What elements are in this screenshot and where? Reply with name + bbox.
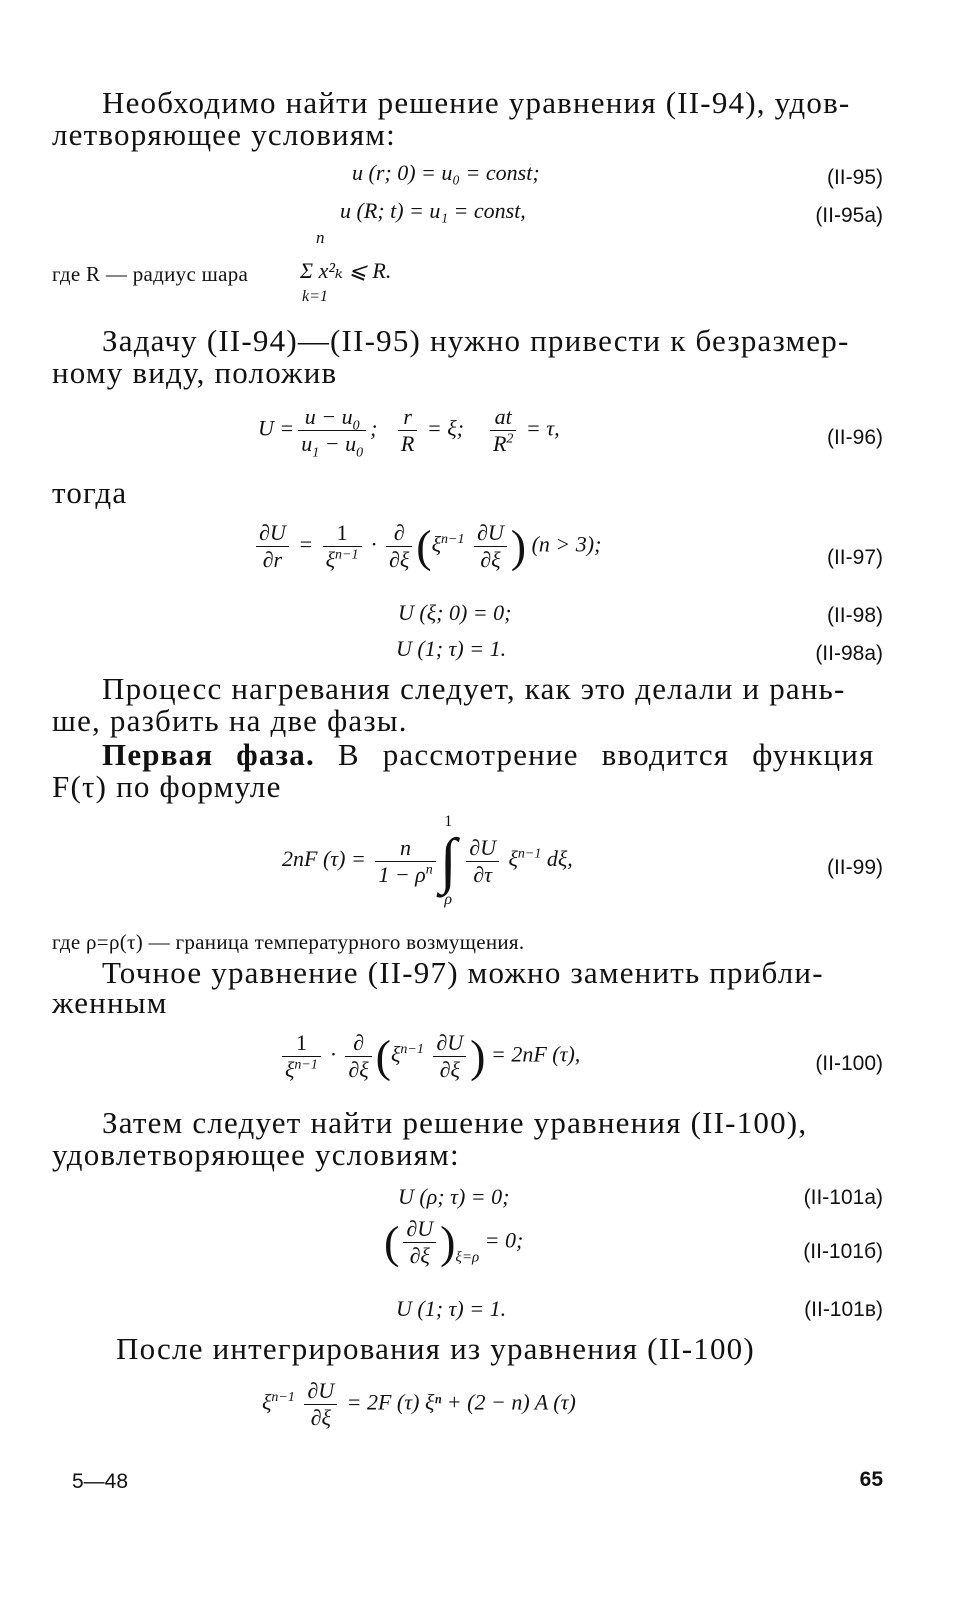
- equation-II-95a: u (R; t) = u₁ = const,: [340, 198, 526, 223]
- sum-upper-limit: n: [316, 228, 325, 247]
- equation-II-100: $\frac{1}{\xi^{n-1}}$ · $\frac{\partial}{\partial\xi}$ ($\xi^{n-1}$ $\frac{\partial U}{\partial\xi}$ ) = 2nF (τ),: [278, 1030, 580, 1083]
- equation-integrated: $\xi^{n-1}$ $\frac{\partial U}{\partial\xi}$ = 2F (τ) ξⁿ + (2 − n) A (τ): [262, 1378, 576, 1430]
- sum-condition: Σ x²ₖ ⩽ R.: [300, 258, 392, 283]
- equation-II-101b: ( $\frac{\partial U}{\partial\xi}$ )$_{\xi=\rho} = 0$;: [384, 1216, 524, 1268]
- phase-heading: Первая фаза.: [102, 737, 315, 772]
- paragraph-3-line-1: Процесс нагревания следует, как это делали и рань-: [102, 671, 846, 706]
- equation-number-II-100: (II-100): [815, 1052, 883, 1075]
- paragraph-1-line-1: Необходимо найти решение уравнения (II-94), удов-: [102, 85, 851, 120]
- paragraph-5-line-1: Затем следует найти решение уравнения (II-100),: [102, 1105, 808, 1140]
- equation-II-101v: U (1; τ) = 1.: [396, 1296, 507, 1321]
- equation-number-II-96: (II-96): [826, 426, 883, 449]
- equation-II-100-rhs: = 2nF (τ),: [490, 1041, 581, 1067]
- equation-number-II-95a: (II-95a): [815, 204, 883, 227]
- equation-II-101b-rhs: = 0;: [484, 1227, 524, 1253]
- page-number: 65: [859, 1468, 883, 1491]
- equation-number-II-98: (II-98): [826, 604, 883, 627]
- paragraph-3-line-2: ше, разбить на две фазы.: [52, 703, 408, 738]
- equation-II-98a: U (1; τ) = 1.: [396, 636, 507, 661]
- equation-II-96: U = $\frac{u - u_0}{u_1 - u_0}$ ; $\frac{r}{R}$ = ξ; $\frac{at}{R^2}$ = τ,: [258, 404, 560, 461]
- paragraph-5-line-2: удовлетворяющее условиям:: [52, 1137, 460, 1172]
- equation-II-97-condition: (n > 3);: [531, 531, 602, 557]
- equation-number-II-99: (II-99): [826, 856, 883, 879]
- equation-II-97: $\frac{\partial U}{\partial r}$ = $\frac{1}{\xi^{n-1}}$ · $\frac{\partial}{\partial\xi}$ ($\xi^{n-1}$ $\frac{\partial U}{\partial\xi}$ ) (n > 3);: [252, 520, 601, 573]
- equation-II-101a: U (ρ; τ) = 0;: [398, 1184, 510, 1209]
- equation-II-99-lhs: 2nF (τ) =: [282, 846, 366, 872]
- equation-number-II-98a: (II-98a): [815, 642, 883, 665]
- paragraph-6: После интегрирования из уравнения (II-100): [116, 1331, 755, 1366]
- paragraph-2-line-1: Задачу (II-94)—(II-95) нужно привести к безразмер-: [102, 323, 850, 358]
- equation-number-II-95: (II-95): [826, 166, 883, 189]
- equation-number-II-101v: (II-101в): [804, 1298, 883, 1321]
- phase-text: В рассмотрение вводится функция: [314, 737, 875, 772]
- printer-signature: 5—48: [72, 1470, 129, 1493]
- where-R-text: где R — радиус шара: [52, 262, 249, 286]
- paragraph-2-line-2: ному виду, положив: [52, 355, 338, 390]
- paragraph-phase-line-1: [102, 738, 875, 772]
- where-rho-text: где ρ=ρ(τ) — граница температурного возмущения.: [52, 930, 525, 954]
- equation-number-II-97: (II-97): [826, 546, 883, 569]
- paragraph-4-line-2: женным: [52, 985, 168, 1020]
- equation-integrated-rhs: = 2F (τ) ξⁿ + (2 − n) A (τ): [346, 1389, 576, 1415]
- equation-II-98: U (ξ; 0) = 0;: [398, 600, 512, 625]
- equation-II-99: 2nF (τ) = $\frac{n}{1 - \rho^n}$ 1 ∫ ρ $\frac{\partial U}{\partial\tau}$ $\xi^{n-1}$ dξ,: [282, 813, 573, 908]
- sum-lower-limit: k=1: [302, 288, 328, 305]
- equation-number-II-101a: (II-101a): [803, 1186, 883, 1209]
- equation-number-II-101b: (II-101б): [803, 1240, 883, 1263]
- paragraph-4-line-1: Точное уравнение (II-97) можно заменить прибли-: [102, 955, 824, 990]
- equation-II-95: u (r; 0) = u₀ = const;: [352, 160, 540, 185]
- text-then: тогда: [52, 475, 128, 510]
- paragraph-phase-line-2: F(τ) по формуле: [52, 769, 282, 804]
- paragraph-1-line-2: летворяющее условиям:: [52, 117, 396, 152]
